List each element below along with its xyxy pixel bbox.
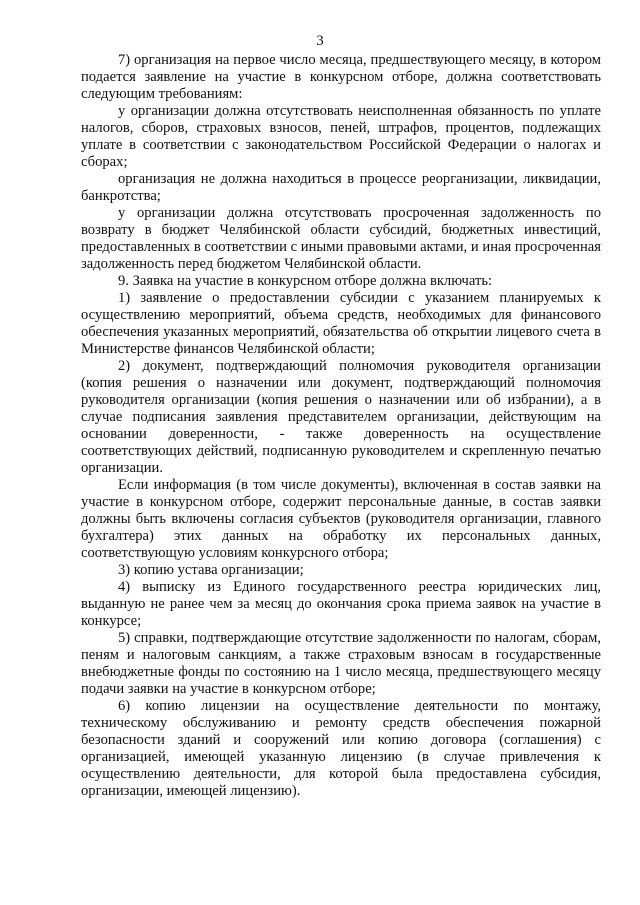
paragraph-no-reorganization: организация не должна находиться в процессе реорганизации, ликвидации, банкротства;: [81, 171, 601, 204]
paragraph-subitem-6-license: 6) копию лицензии на осуществление деятельности по монтажу, техническому обслуживанию и ремонту средств обеспечения пожарной безопасности зданий и сооружений или копию договора (соглашения) с организацией, имеющей указанную лицензию (в случае привлечения к осуществлению деятельности, для которой была предоставлена субсидия, организации, имеющей лицензию).: [81, 698, 601, 799]
paragraph-subitem-2-authority-document: 2) документ, подтверждающий полномочия руководителя организации (копия решения о назначении или документ, подтверждающий полномочия руководителя организации (копия решения о назначении или об избрании), а в случае подписания заявления представителем организации, действующим на основании доверенности, - также доверенность на осуществление соответствующих действий, подписанную руководителем и скрепленную печатью организации.: [81, 358, 601, 476]
paragraph-personal-data-consent: Если информация (в том числе документы), включенная в состав заявки на участие в конкурсном отборе, содержит персональные данные, в состав заявки должны быть включены согласия субъектов (руководителя организации, главного бухгалтера) этих данных на обработку их персональных данных, соответствующую условиям конкурсного отбора;: [81, 477, 601, 561]
paragraph-subitem-3-charter: 3) копию устава организации;: [118, 562, 304, 578]
paragraph-item-7-requirements: 7) организация на первое число месяца, предшествующего месяцу, в котором подается заявление на участие в конкурсном отборе, должна соответствовать следующим требованиям:: [81, 52, 601, 102]
paragraph-no-tax-debt: у организации должна отсутствовать неисполненная обязанность по уплате налогов, сборов, страховых взносов, пеней, штрафов, процентов, подлежащих уплате в соответствии с законодательством Российской Федерации о налогах и сборах;: [81, 103, 601, 170]
paragraph-no-overdue-budget-debt: у организации должна отсутствовать просроченная задолженность по возврату в бюджет Челябинской области субсидий, бюджетных инвестиций, предоставленных в соответствии с иными правовыми актами, и иная просроченная задолженность перед бюджетом Челябинской области.: [81, 205, 601, 272]
paragraph-subitem-5-debt-certificates: 5) справки, подтверждающие отсутствие задолженности по налогам, сборам, пеням и налоговым санкциям, а также страховым взносам в государственные внебюджетные фонды по состоянию на 1 число месяца, предшествующего месяцу подачи заявки на участие в конкурсном отборе;: [81, 630, 601, 697]
page-number: 3: [316, 33, 324, 49]
paragraph-subitem-4-registry-extract: 4) выписку из Единого государственного реестра юридических лиц, выданную не ранее чем за месяц до окончания срока приема заявок на участие в конкурсе;: [81, 579, 601, 629]
paragraph-subitem-1-statement: 1) заявление о предоставлении субсидии с указанием планируемых к осуществлению мероприятий, объема средств, необходимых для финансового обеспечения указанных мероприятий, обязательства об открытии лицевого счета в Министерстве финансов Челябинской области;: [81, 290, 601, 357]
paragraph-item-9-application: 9. Заявка на участие в конкурсном отборе должна включать:: [118, 273, 493, 289]
document-body: [81, 52, 601, 800]
